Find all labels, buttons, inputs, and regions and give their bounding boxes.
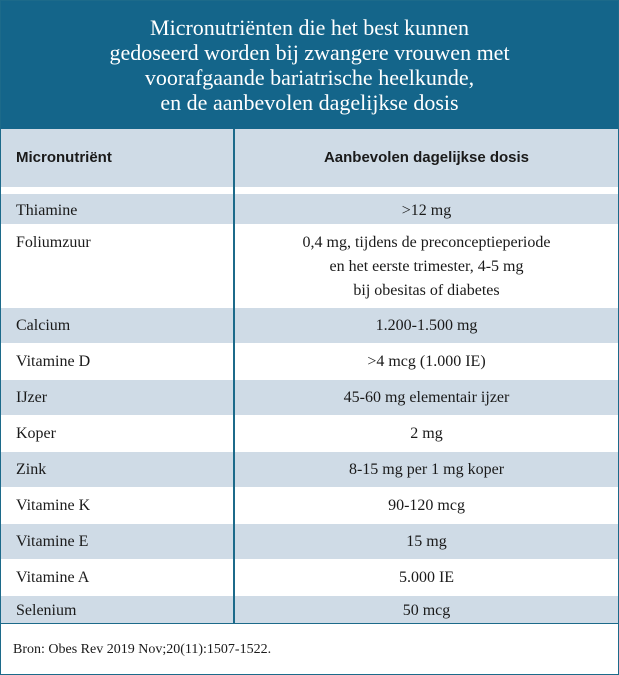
title-line-2: gedoseerd worden bij zwangere vrouwen met: [109, 40, 510, 65]
table-row: [1, 596, 618, 623]
cell-dose: >4 mcg (1.000 IE): [367, 353, 486, 370]
table-row: [1, 225, 618, 307]
table-row: [1, 199, 618, 224]
cell-dose: 15 mg: [406, 533, 447, 550]
cell-dose: >12 mg: [401, 202, 452, 219]
dose-line: bij obesitas of diabetes: [353, 282, 500, 299]
table-row: [1, 380, 618, 415]
table-spacer: [1, 187, 618, 194]
header-cell-dose: Aanbevolen dagelijkse dosis: [323, 149, 530, 166]
column-divider: [233, 129, 235, 623]
cell-nutrient: Vitamine E: [16, 533, 89, 550]
cell-dose: 1.200-1.500 mg: [375, 317, 478, 334]
cell-nutrient: IJzer: [16, 389, 48, 406]
cell-nutrient: Calcium: [16, 317, 71, 334]
cell-nutrient: Koper: [16, 425, 56, 442]
cell-dose: 8-15 mg per 1 mg koper: [348, 461, 505, 478]
table-row: [1, 308, 618, 343]
table-row: [1, 524, 618, 559]
cell-dose: 5.000 IE: [398, 569, 455, 586]
cell-nutrient: Vitamine A: [16, 569, 90, 586]
page-title: [1, 1, 618, 129]
table-row: [1, 488, 618, 523]
cell-nutrient: Foliumzuur: [16, 234, 91, 251]
table-row: [1, 560, 618, 595]
dose-line: 0,4 mg, tijdens de preconceptieperiode: [302, 234, 551, 251]
cell-nutrient: Vitamine D: [16, 353, 91, 370]
title-line-3: voorafgaande bariatrische heelkunde,: [144, 65, 475, 90]
cell-dose: 50 mcg: [402, 602, 451, 619]
cell-nutrient: Selenium: [16, 602, 77, 619]
cell-nutrient: Zink: [16, 461, 47, 478]
dose-line: en het eerste trimester, 4-5 mg: [329, 258, 524, 275]
cell-dose: [235, 225, 618, 307]
cell-dose: 45-60 mg elementair ijzer: [343, 389, 510, 406]
table-row: [1, 344, 618, 379]
title-line-4: en de aanbevolen dagelijkse dosis: [160, 90, 459, 115]
cell-nutrient: Thiamine: [16, 202, 78, 219]
source-note: Bron: Obes Rev 2019 Nov;20(11):1507-1522.: [1, 623, 618, 674]
cell-nutrient: Vitamine K: [16, 497, 91, 514]
cell-dose: 90-120 mcg: [388, 497, 465, 514]
table-row: [1, 452, 618, 487]
table-row: [1, 416, 618, 451]
header-cell-nutrient: Micronutriënt: [16, 149, 112, 166]
table-header-row: [1, 129, 618, 187]
cell-dose: 2 mg: [410, 425, 443, 442]
title-line-1: Micronutriënten die het best kunnen: [150, 15, 469, 40]
